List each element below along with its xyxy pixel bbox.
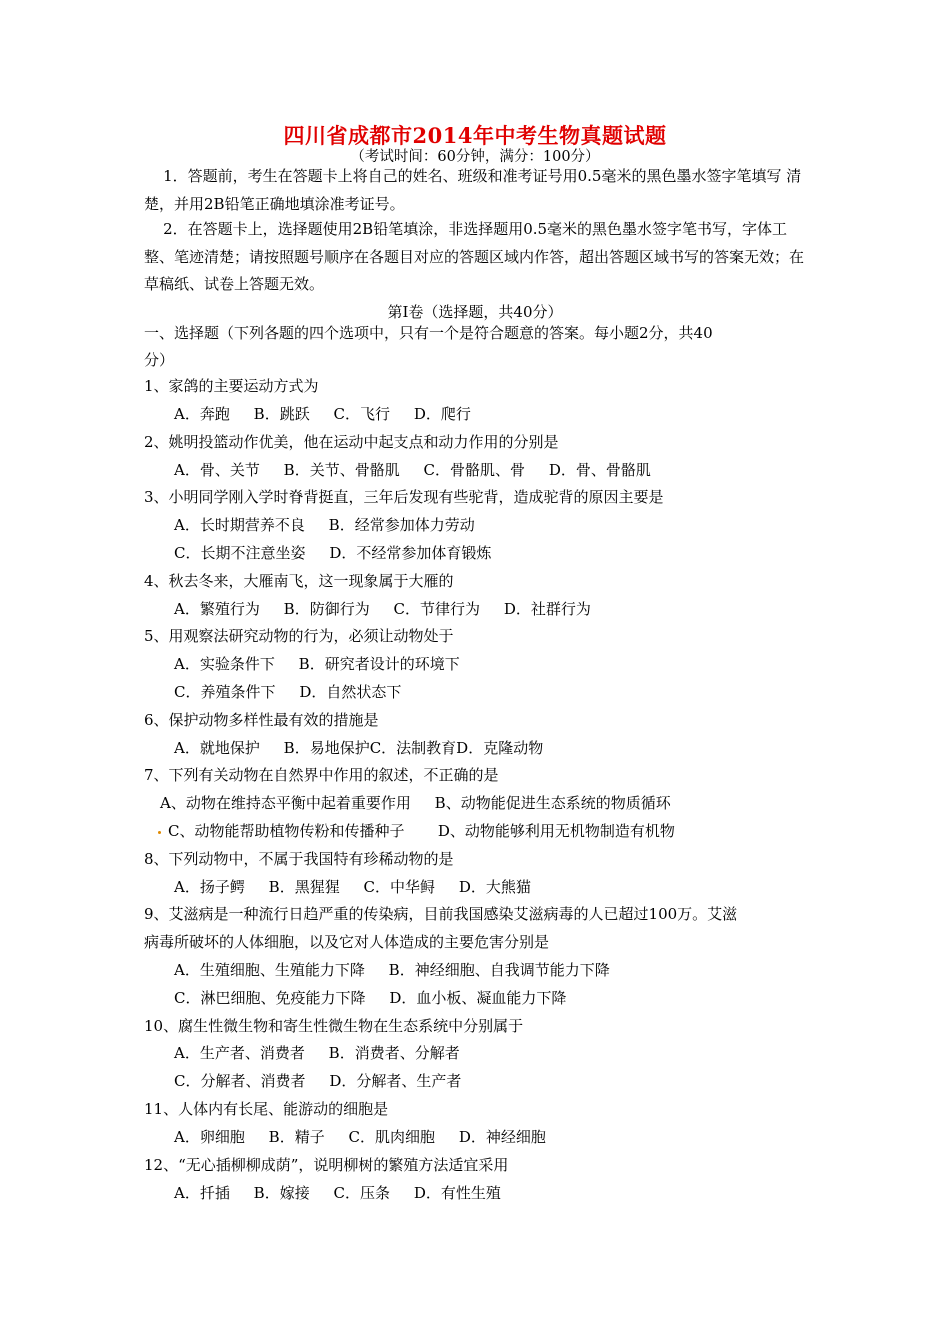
- question-11-options: A．卵细胞 B．精子 C．肌肉细胞 D．神经细胞: [174, 1128, 546, 1146]
- exam-subtitle: （考试时间：60分钟，满分：100分）: [350, 149, 600, 165]
- question-10-options-1: A．生产者、消费者 B．消费者、分解者: [174, 1044, 460, 1062]
- scan-mark: [158, 831, 161, 834]
- question-3-options-1: A．长时期营养不良 B．经常参加体力劳动: [174, 516, 475, 534]
- question-4-options: A．繁殖行为 B．防御行为 C．节律行为 D．社群行为: [174, 600, 591, 618]
- question-2-stem: 2、姚明投篮动作优美，他在运动中起支点和动力作用的分别是: [144, 433, 559, 451]
- question-11-stem: 11、人体内有长尾、能游动的细胞是: [144, 1100, 389, 1118]
- question-8-stem: 8、下列动物中，不属于我国特有珍稀动物的是: [144, 850, 454, 868]
- question-8-options: A．扬子鳄 B．黑猩猩 C．中华鲟 D．大熊猫: [174, 878, 531, 896]
- section-heading: 第Ⅰ卷（选择题，共40分）: [387, 303, 563, 321]
- question-5-options-1: A．实验条件下 B．研究者设计的环境下: [174, 655, 460, 673]
- question-10-options-2: C．分解者、消费者 D．分解者、生产者: [174, 1072, 462, 1090]
- question-7-stem: 7、下列有关动物在自然界中作用的叙述，不正确的是: [144, 766, 499, 784]
- question-5-stem: 5、用观察法研究动物的行为，必须让动物处于: [144, 627, 454, 645]
- question-9-stem-line2: 病毒所破坏的人体细胞，以及它对人体造成的主要危害分别是: [144, 933, 550, 951]
- question-6-stem: 6、保护动物多样性最有效的措施是: [144, 711, 379, 729]
- question-7-options-1: A、动物在维持态平衡中起着重要作用 B、动物能促进生态系统的物质循环: [160, 794, 671, 812]
- question-2-options: A．骨、关节 B．关节、骨骼肌 C．骨骼肌、骨 D．骨、骨骼肌: [174, 461, 651, 479]
- question-1-options: A．奔跑 B．跳跃 C．飞行 D．爬行: [174, 405, 471, 423]
- question-4-stem: 4、秋去冬来，大雁南飞，这一现象属于大雁的: [144, 572, 454, 590]
- exam-title: 四川省成都市2014年中考生物真题试题: [283, 123, 667, 148]
- question-9-options-2: C．淋巴细胞、免疫能力下降 D．血小板、凝血能力下降: [174, 989, 567, 1007]
- part-heading-line1: 一、选择题（下列各题的四个选项中，只有一个是符合题意的答案。每小题2分，共40: [144, 324, 713, 342]
- part-heading-line2: 分）: [144, 351, 175, 369]
- question-7-options-2: C、动物能帮助植物传粉和传播种子 D、动物能够利用无机物制造有机物: [168, 822, 675, 840]
- question-12-stem: 12、“无心插柳柳成荫”，说明柳树的繁殖方法适宜采用: [144, 1156, 509, 1174]
- question-3-stem: 3、小明同学刚入学时脊背挺直，三年后发现有些驼背，造成驼背的原因主要是: [144, 488, 664, 506]
- question-9-options-1: A．生殖细胞、生殖能力下降 B．神经细胞、自我调节能力下降: [174, 961, 610, 979]
- question-1-stem: 1、家鸽的主要运动方式为: [144, 377, 319, 395]
- question-5-options-2: C．养殖条件下 D．自然状态下: [174, 683, 402, 701]
- question-9-stem-line1: 9、艾滋病是一种流行日趋严重的传染病，目前我国感染艾滋病毒的人已超过100万。艾滋: [144, 905, 738, 923]
- question-12-options: A．扦插 B．嫁接 C．压条 D．有性生殖: [174, 1184, 501, 1202]
- question-6-options: A．就地保护 B．易地保护C．法制教育D．克隆动物: [174, 739, 544, 757]
- instruction-1: 1．答题前，考生在答题卡上将自己的姓名、班级和准考证号用0.5毫米的黑色墨水签字笔填写 清楚，并用2B铅笔正确地填涂准考证号。: [144, 167, 802, 213]
- question-10-stem: 10、腐生性微生物和寄生性微生物在生态系统中分别属于: [144, 1017, 524, 1035]
- question-3-options-2: C．长期不注意坐姿 D．不经常参加体育锻炼: [174, 544, 492, 562]
- instruction-2: 2．在答题卡上，选择题使用2B铅笔填涂，非选择题用0.5毫米的黑色墨水签字笔书写，字体工 整、笔迹清楚；请按照题号顺序在各题目对应的答题区域内作答，超出答题区域书写的答案无效；在草稿纸、试卷上答题无效。: [144, 220, 805, 293]
